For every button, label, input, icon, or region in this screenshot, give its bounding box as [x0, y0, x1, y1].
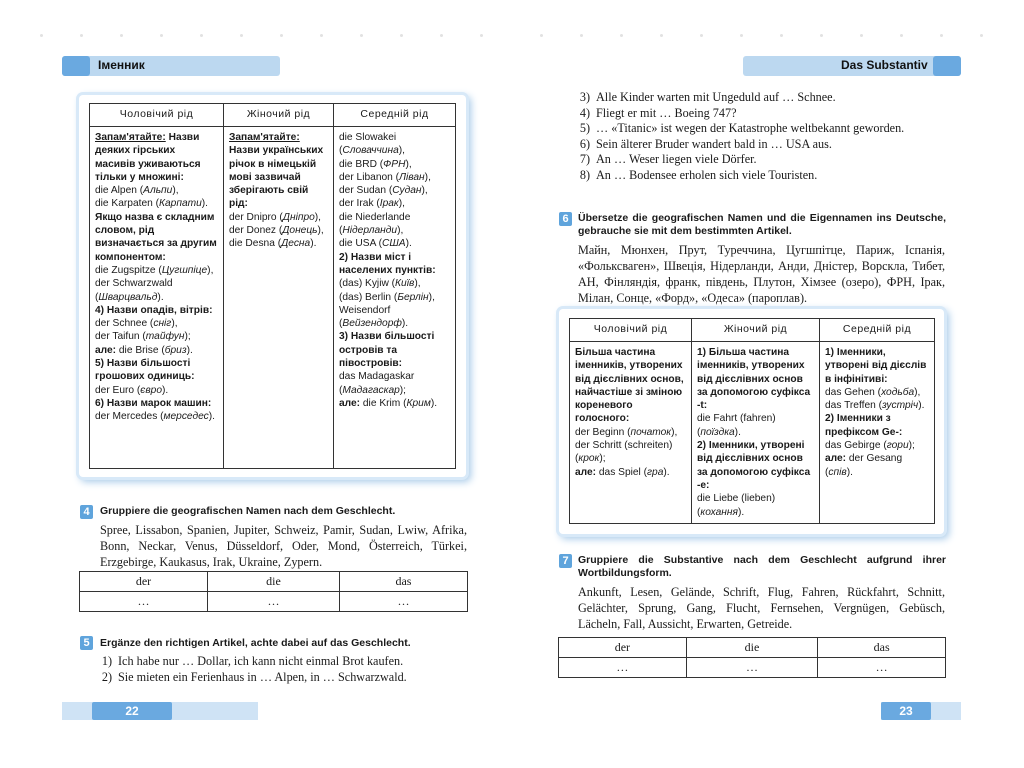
left-rule-card: [79, 95, 466, 477]
list-item: 4) Fliegt er mit … Boeing 747?: [579, 105, 737, 120]
right-page-number: 23: [881, 702, 931, 720]
answer-header-das: das: [818, 638, 946, 658]
left-header-title: Іменник: [98, 58, 145, 72]
answer-cell-das[interactable]: …: [818, 658, 946, 678]
table-header-masculine: Чоловічий рід: [570, 319, 692, 342]
left-page-number: 22: [92, 702, 172, 720]
exercise-6-number: 6: [559, 212, 572, 226]
neuter-rules: 1) Іменники, утворені від дієслів в інфінітиві: das Gehen (ходьба), das Treffen (зустріч). 2) Іменники з префіксом Ge-: das Gebirge (гори); але: der Gesang (спів).: [820, 342, 935, 524]
neuter-rules: die Slowakei (Словаччина), die BRD (ФРН), der Libanon (Ліван), der Sudan (Судан), der Irak (Ірак), die Niederlande (Нідерланди), die USA (США). 2) Назви міст і населених пунктів: (das) Kyjiw (Київ), (das) Berlin (Берлін), Weisendorf (Вейзендорф). 3) Назви більшості островів та півостровів: das Madagaskar (Мадагаскар); але: die Krim (Крим).: [334, 127, 456, 469]
exercise-7-answer-table: [558, 637, 946, 678]
exercise-4-text: Spree, Lissabon, Spanien, Jupiter, Schweiz, Pamir, Sudan, Lwiw, Afrika, Bonn, Neckar, Venus, Düsseldorf, Oder, Mond, Österreich, Türkei, Erzgebirge, Kaukasus, Irak, Ukraine, Zypern.: [100, 523, 467, 569]
left-rule-table: [89, 103, 456, 469]
list-item: 2) Sie mieten ein Ferienhaus in … Alpen, in … Schwarzwald.: [101, 669, 407, 684]
feminine-rules: Запам'ятайте: Назви українських річок в німецькій мові зазвичай зберігають свій рід: der Dnipro (Дніпро), der Donez (Донець), die Desna (Десна).: [224, 127, 334, 469]
left-header-bar: [62, 56, 280, 76]
answer-header-der: der: [559, 638, 687, 658]
exercise-5-continued-list: [570, 90, 950, 183]
exercise-4-number: 4: [80, 505, 93, 519]
answer-cell-das[interactable]: …: [339, 592, 467, 612]
answer-header-die: die: [208, 572, 340, 592]
answer-cell-die[interactable]: …: [686, 658, 818, 678]
exercise-6-title: Übersetze die geografischen Namen und die Eigennamen ins Deutsche, gebrauche sie mit dem bestimmten Artikel.: [578, 212, 946, 237]
exercise-7-text: Ankunft, Lesen, Gelände, Schrift, Flug, Fahren, Rückfahrt, Schnitt, Gelächter, Sprung, Gang, Flucht, Fernsehen, Vergnügen, Gebüsch, Lächeln, Fall, Aussicht, Erwarten, Getreide.: [578, 585, 945, 631]
exercise-5-number: 5: [80, 636, 93, 650]
masculine-rules: Запам'ятайте: Назви деяких гірських масивів уживаються тільки у множині: die Alpen (Альпи), die Karpaten (Карпати). Якщо назва є складним словом, рід визначається за другим компонентом: die Zugspitze (Цугшпіце), der Schwarzwald (Шварцвальд). 4) Назви опадів, вітрів: der Schnee (сніг), der Taifun (тайфун); але: die Brise (бриз). 5) Назви більшості грошових одиниць: der Euro (євро). 6) Назви марок машин: der Mercedes (мерседес).: [90, 127, 224, 469]
list-item: 6) Sein älterer Bruder wandert bald in … USA aus.: [579, 136, 832, 151]
table-header-neuter: Середній рід: [820, 319, 935, 342]
left-page-footer: [62, 702, 258, 720]
right-header-title: Das Substantiv: [841, 58, 928, 72]
right-rule-table: [569, 318, 935, 524]
answer-cell-die[interactable]: …: [208, 592, 340, 612]
table-header-neuter: Середній рід: [334, 104, 456, 127]
exercise-5-list: [92, 654, 472, 685]
table-header-masculine: Чоловічий рід: [90, 104, 224, 127]
masculine-rules: Більша частина іменників, утворених від дієслівних основ, найчастіше зі зміною кореневого голосного: der Beginn (початок), der Schritt (schreiten) (крок); але: das Spiel (гра).: [570, 342, 692, 524]
answer-cell-der[interactable]: …: [559, 658, 687, 678]
answer-cell-der[interactable]: …: [80, 592, 208, 612]
feminine-rules: 1) Більша частина іменників, утворених від дієслівних основ за допомогою суфікса -t: die Fahrt (fahren) (поїздка). 2) Іменники, утворені від дієслівних основ за допомогою суфікса -e: die Liebe (lieben) (кохання).: [692, 342, 820, 524]
answer-header-die: die: [686, 638, 818, 658]
exercise-4-title: Gruppiere die geografischen Namen nach dem Geschlecht.: [100, 505, 396, 517]
list-item: 1) Ich habe nur … Dollar, ich kann nicht einmal Brot kaufen.: [101, 654, 404, 668]
right-header-tab: [933, 56, 961, 76]
exercise-5-title: Ergänze den richtigen Artikel, achte dabei auf das Geschlecht.: [100, 637, 411, 649]
exercise-4-answer-table: [79, 571, 468, 612]
list-item: 5) … «Titanic» ist wegen der Katastrophe weltbekannt geworden.: [579, 121, 905, 135]
answer-header-das: das: [339, 572, 467, 592]
right-header-bar: [743, 56, 961, 76]
exercise-7-title: Gruppiere die Substantive nach dem Geschlecht aufgrund ihrer Wortbildungsform.: [578, 554, 946, 579]
answer-header-der: der: [80, 572, 208, 592]
exercise-7-number: 7: [559, 554, 572, 568]
exercise-6-text: Майн, Мюнхен, Прут, Туреччина, Цугшпітце, Париж, Іспанія, «Фольксваген», Швеція, Нідерланди, Анди, Дністер, Ворскла, Тибет, АН, Фінляндія, франк, південь, Плутон, Хімзее (озеро), ФРН, Ірак, Мілан, Сонце, «Форд», «Одеса» (пароплав).: [578, 243, 945, 305]
list-item: 7) An … Weser liegen viele Dörfer.: [579, 152, 757, 166]
left-header-tab: [62, 56, 90, 76]
list-item: 3) Alle Kinder warten mit Ungeduld auf … Schnee.: [579, 90, 836, 104]
right-rule-card: [559, 309, 944, 534]
table-header-feminine: Жіночий рід: [224, 104, 334, 127]
right-page-footer: [881, 702, 961, 720]
table-header-feminine: Жіночий рід: [692, 319, 820, 342]
list-item: 8) An … Bodensee erholen sich viele Touristen.: [579, 167, 818, 182]
